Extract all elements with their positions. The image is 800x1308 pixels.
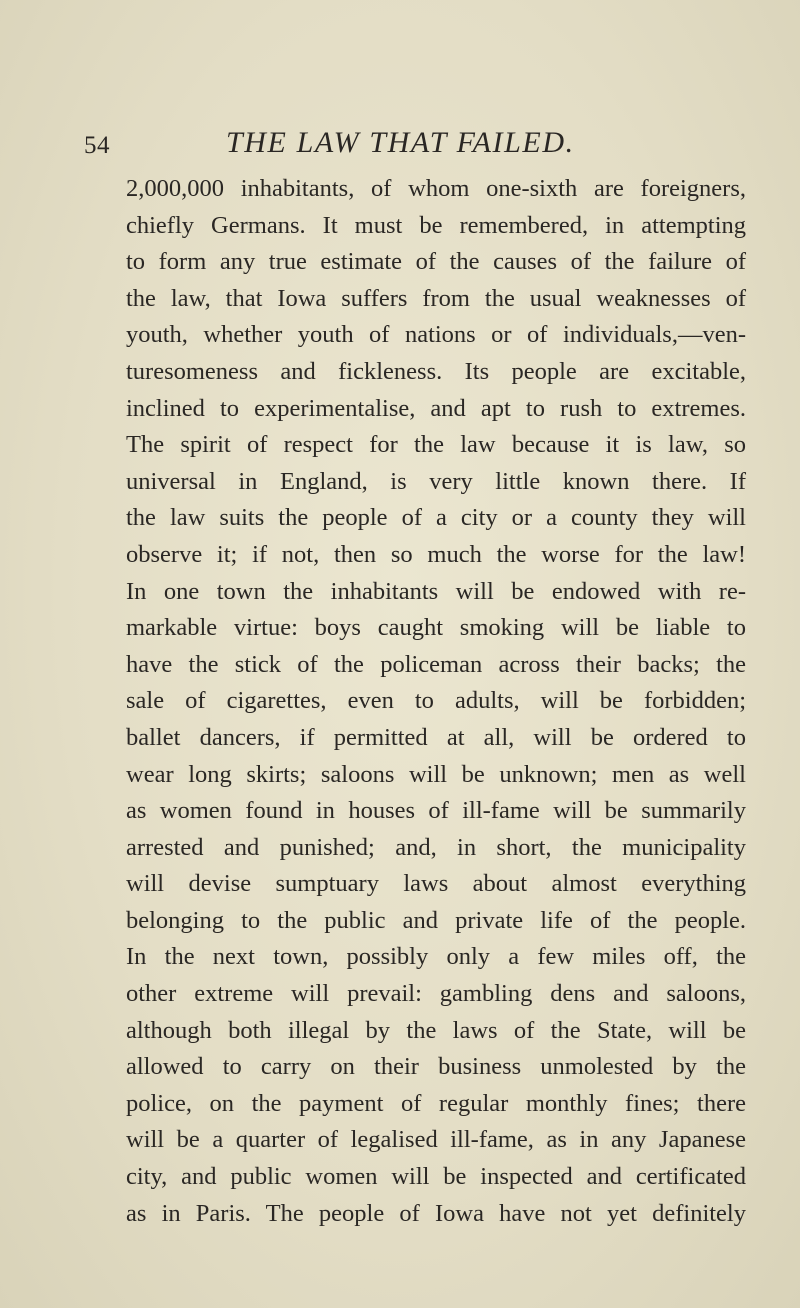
text-line: other extreme will prevail: gambling dens and saloons, — [126, 980, 746, 1008]
text-line: the law suits the people of a city or a county they will — [126, 504, 746, 532]
text-line: turesomeness and fickleness. Its people are excitable, — [126, 357, 746, 385]
text-line: In one town the inhabitants will be endowed with re- — [126, 577, 746, 605]
text-line: have the stick of the policeman across their backs; the — [126, 650, 746, 678]
text-line: inclined to experimentalise, and apt to rush to extremes. — [126, 394, 746, 422]
text-line: sale of cigarettes, even to adults, will be forbidden; — [126, 687, 746, 715]
text-line: as women found in houses of ill-fame will be summarily — [126, 797, 746, 825]
text-line: The spirit of respect for the law because it is law, so — [126, 431, 746, 459]
text-line: to form any true estimate of the causes of the failure of — [126, 248, 746, 276]
text-line: observe it; if not, then so much the worse for the law! — [126, 540, 746, 568]
text-line: will devise sumptuary laws about almost everything — [126, 870, 746, 898]
text-line: In the next town, possibly only a few miles off, the — [126, 943, 746, 971]
text-line: wear long skirts; saloons will be unknown; men as well — [126, 760, 746, 788]
text-line: youth, whether youth of nations or of individuals,—ven- — [126, 321, 746, 349]
text-line: markable virtue: boys caught smoking will be liable to — [126, 614, 746, 642]
text-line: chiefly Germans. It must be remembered, in attempting — [126, 211, 746, 239]
text-line: belonging to the public and private life of the people. — [126, 906, 746, 934]
text-line: although both illegal by the laws of the State, will be — [126, 1016, 746, 1044]
running-title: THE LAW THAT FAILED. — [226, 126, 575, 159]
text-line: arrested and punished; and, in short, the municipality — [126, 833, 746, 861]
text-line: allowed to carry on their business unmolested by the — [126, 1053, 746, 1081]
text-line: will be a quarter of legalised ill-fame, as in any Japanese — [126, 1126, 746, 1154]
page-header — [0, 126, 800, 166]
page-number: 54 — [84, 132, 110, 159]
body-text — [126, 171, 746, 1232]
text-line: police, on the payment of regular monthly fines; there — [126, 1089, 746, 1117]
text-line: city, and public women will be inspected and certificated — [126, 1163, 746, 1191]
text-line: 2,000,000 inhabitants, of whom one-sixth are foreigners, — [126, 175, 746, 202]
text-line: the law, that Iowa suffers from the usual weaknesses of — [126, 284, 746, 312]
text-line: ballet dancers, if permitted at all, will be ordered to — [126, 723, 746, 751]
text-line: as in Paris. The people of Iowa have not yet definitely — [126, 1199, 746, 1227]
text-line: universal in England, is very little known there. If — [126, 467, 746, 495]
